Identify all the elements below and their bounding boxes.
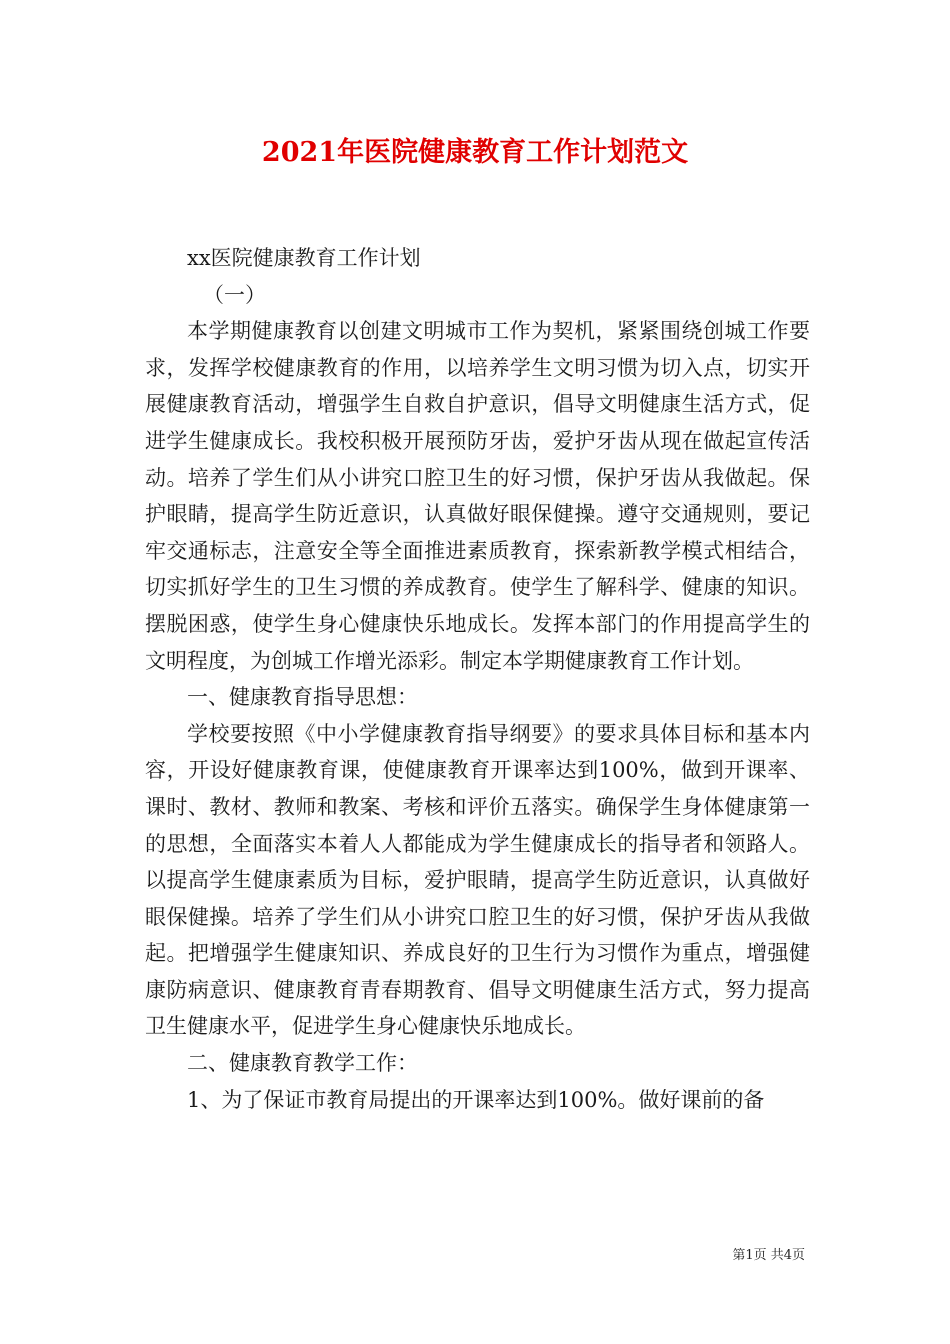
paragraph-guiding-thought: 学校要按照《中小学健康教育指导纲要》的要求具体目标和基本内容，开设好健康教育课，使健康教育开课率达到100%，做到开课率、课时、教材、教师和教案、考核和评价五落实。确保学生身体健康第一的思想，全面落实本着人人都能成为学生健康成长的指导者和领路人。以提高学生健康素质为目标，爱护眼睛，提高学生防近意识，认真做好眼保健操。培养了学生们从小讲究口腔卫生的好习惯，保护牙齿从我做起。把增强学生健康知识、养成良好的卫生行为习惯作为重点，增强健康防病意识、健康教育青春期教育、倡导文明健康生活方式，努力提高卫生健康水平，促进学生身心健康快乐地成长。 [145,721,810,1039]
heading-teaching-work: 二、健康教育教学工作： [187,1051,418,1076]
document-body [145,240,810,1118]
section-mark: （一） [203,282,266,307]
heading-guiding-thought: 一、健康教育指导思想： [187,685,418,710]
document-title: 2021年医院健康教育工作计划范文 [261,137,689,168]
paragraph-teaching-work: 1、为了保证市教育局提出的开课率达到100%。做好课前的备 [187,1087,765,1112]
paragraph-intro: 本学期健康教育以创建文明城市工作为契机，紧紧围绕创城工作要求，发挥学校健康教育的作用，以培养学生文明习惯为切入点，切实开展健康教育活动，增强学生自救自护意识，倡导文明健康生活方式，促进学生健康成长。我校积极开展预防牙齿，爱护牙齿从现在做起宣传活动。培养了学生们从小讲究口腔卫生的好习惯，保护牙齿从我做起。保护眼睛，提高学生防近意识，认真做好眼保健操。遵守交通规则，要记牢交通标志，注意安全等全面推进素质教育，探索新教学模式相结合，切实抓好学生的卫生习惯的养成教育。使学生了解科学、健康的知识。摆脱困惑，使学生身心健康快乐地成长。发挥本部门的作用提高学生的文明程度，为创城工作增光添彩。制定本学期健康教育工作计划。 [145,319,810,673]
document-subtitle: xx医院健康教育工作计划 [187,246,421,270]
page-indicator: 第1页 共4页 [732,1248,805,1263]
